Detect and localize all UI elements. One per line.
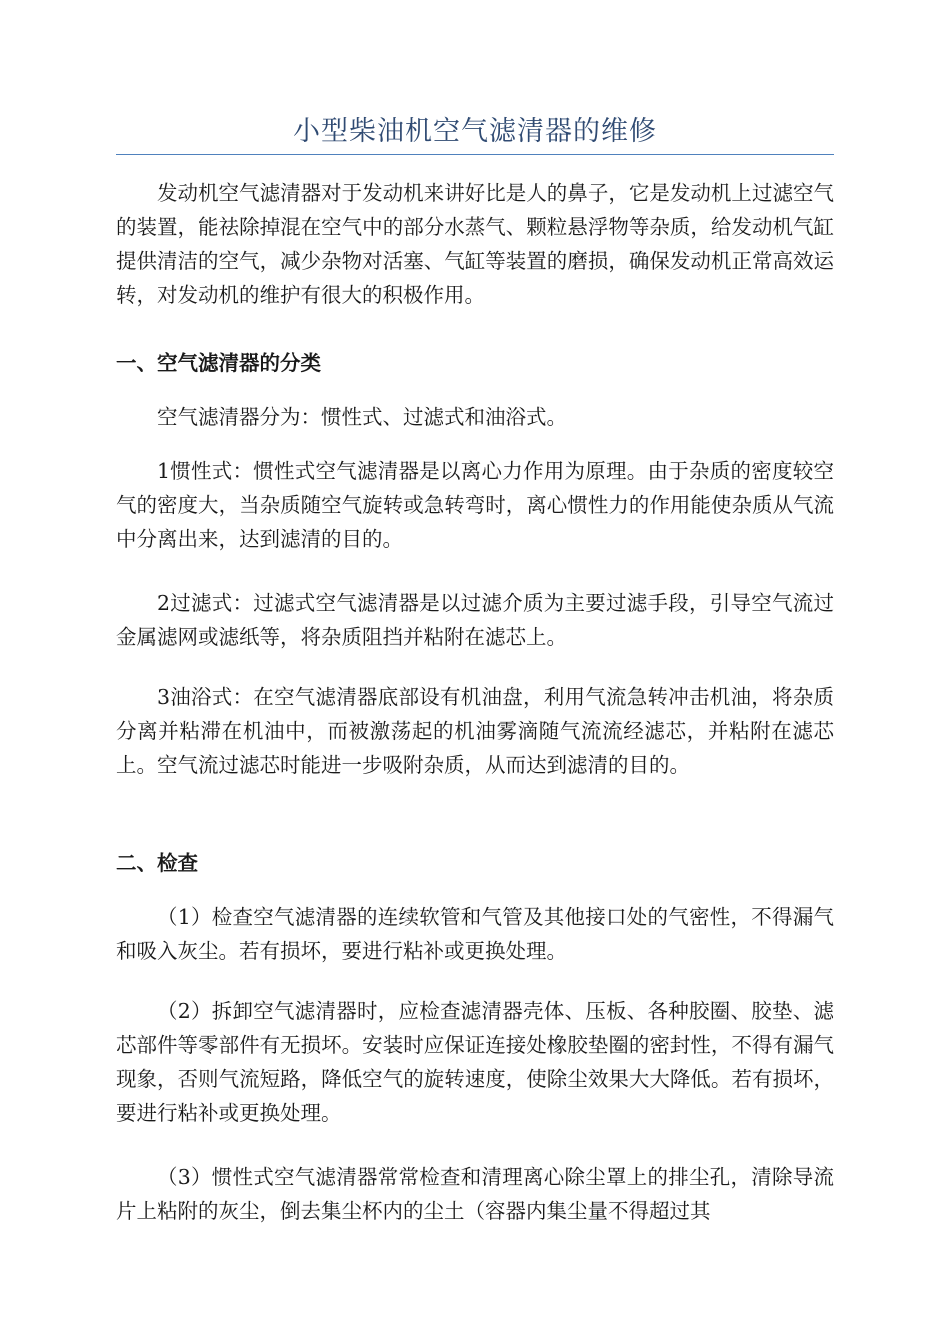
paragraph-inspection-2: （2）拆卸空气滤清器时，应检查滤清器壳体、压板、各种胶圈、胶垫、滤芯部件等零部件有无损坏。安装时应保证连接处橡胶垫圈的密封性，不得有漏气现象，否则气流短路，降低空气的旋转速度，使除尘效果大大降低。若有损坏，要进行粘补或更换处理。	[116, 999, 834, 1125]
intro-paragraph: 发动机空气滤清器对于发动机来讲好比是人的鼻子，它是发动机上过滤空气的装置，能祛除掉混在空气中的部分水蒸气、颗粒悬浮物等杂质，给发动机气缸提供清洁的空气，减少杂物对活塞、气缸等装置的磨损，确保发动机正常高效运转，对发动机的维护有很大的积极作用。	[116, 181, 834, 307]
section-heading-inspection: 二、检查	[116, 851, 198, 875]
paragraph-inspection-3: （3）惯性式空气滤清器常常检查和清理离心除尘罩上的排尘孔，清除导流片上粘附的灰尘，倒去集尘杯内的尘土（容器内集尘量不得超过其	[116, 1165, 834, 1223]
paragraph-oil-bath-type: 3油浴式：在空气滤清器底部设有机油盘，利用气流急转冲击机油，将杂质分离并粘滞在机油中，而被激荡起的机油雾滴随气流流经滤芯，并粘附在滤芯上。空气流过滤芯时能进一步吸附杂质，从而达到滤清的目的。	[116, 685, 834, 777]
paragraph-inspection-1: （1）检查空气滤清器的连续软管和气管及其他接口处的气密性，不得漏气和吸入灰尘。若有损坏，要进行粘补或更换处理。	[116, 905, 834, 963]
section-heading-classification: 一、空气滤清器的分类	[116, 351, 321, 375]
paragraph-filter-type: 2过滤式：过滤式空气滤清器是以过滤介质为主要过滤手段，引导空气流过金属滤网或滤纸等，将杂质阻挡并粘附在滤芯上。	[116, 591, 834, 649]
paragraph-classification-overview: 空气滤清器分为：惯性式、过滤式和油浴式。	[157, 405, 567, 429]
title-underline	[116, 154, 834, 155]
paragraph-inertial-type: 1惯性式：惯性式空气滤清器是以离心力作用为原理。由于杂质的密度较空气的密度大，当杂质随空气旋转或急转弯时，离心惯性力的作用能使杂质从气流中分离出来，达到滤清的目的。	[116, 459, 834, 551]
document-title: 小型柴油机空气滤清器的维修	[293, 116, 657, 147]
